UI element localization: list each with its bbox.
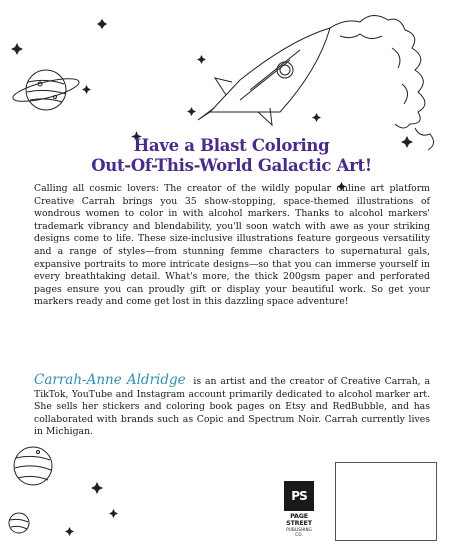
ringed-planet-icon — [11, 70, 81, 110]
rocket-icon — [198, 15, 434, 150]
headline-line-2: Out-Of-This-World Galactic Art! — [91, 156, 372, 175]
small-planet-icon — [9, 513, 29, 533]
headline-line-1: Have a Blast Coloring — [133, 136, 330, 155]
author-name: Carrah-Anne Aldridge — [34, 372, 186, 388]
author-bio: is an artist and the creator of Creative Carrah, a TikTok, YouTube and Instagram account primarily dedicated to alcohol marker art. She sells her stickers and coloring book pages on Etsy and RedBubble, and has collaborated with brands such as Copic and Spectrum Noir. Carrah currently lives in Michigan. — [34, 376, 430, 438]
publisher-subname: PUBLISHING CO. — [286, 527, 312, 537]
striped-planet-icon — [14, 447, 52, 485]
author-bio-block — [34, 374, 430, 439]
book-description: Calling all cosmic lovers: The creator of the wildly popular online art platform Creative Carrah brings you 35 show-stopping, space-themed illustrations of wondrous women to color in with alcohol markers. Thanks to alcohol markers' trademark vibrancy and blendability, you'll soon watch with awe as your striking designs come to life. These size-inclusive illustrations feature gorgeous versatility and a range of styles—from stunning femme characters to supernatural gals, expansive portraits to more intricate designs—so that you can immerse yourself in every breathtaking detail. What's more, the thick 200gsm paper and perforated pages ensure you can proudly gift or display your beautiful work. So get your markers ready and come get lost in this dazzling space adventure! — [34, 183, 430, 308]
publisher-name: PAGE STREET — [286, 512, 312, 527]
publisher-logo — [282, 481, 316, 541]
sparkle-icon — [65, 482, 118, 536]
publisher-mark: PS — [284, 481, 314, 511]
barcode-box — [335, 462, 437, 541]
